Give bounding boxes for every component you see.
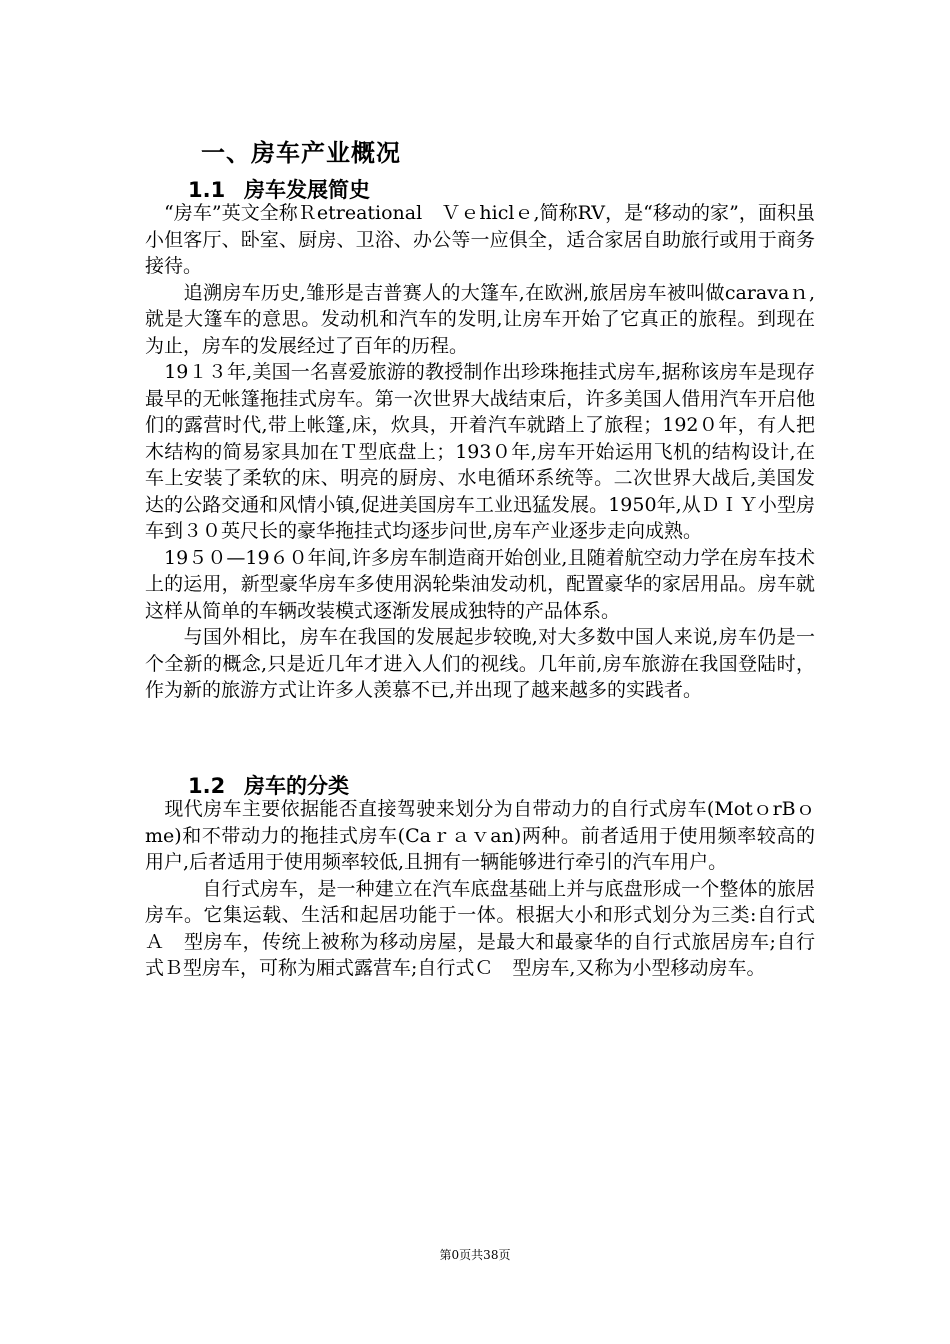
paragraph: 19５０—19６０年间,许多房车制造商开始创业,且随着航空动力学在房车技术上的运用，新型豪华房车多使用涡轮柴油发动机，配置豪华的家居用品。房车就这样从简单的车辆改装模式逐渐发展成独特的产品体系。: [145, 546, 815, 622]
paragraph: 自行式房车，是一种建立在汽车底盘基础上并与底盘形成一个整体的旅居房车。它集运载、生活和起居功能于一体。根据大小和形式划分为三类:自行式Ａ 型房车，传统上被称为移动房屋，是最大和最豪华的自行式旅居房车;自行式Ｂ型房车，可称为厢式露营车;自行式Ｃ 型房车,又称为小型移动房车。: [145, 877, 815, 979]
page-footer: 第0页共38页: [439, 1248, 511, 1262]
section-title: 房车发展简史: [244, 178, 370, 202]
paragraph: “房车”英文全称Ｒetreational Ｖｅhiclｅ,简称RV，是“移动的家”，面积虽小但客厅、卧室、厨房、卫浴、办公等一应俱全，适合家居自助旅行或用于商务接待。: [145, 202, 815, 277]
section-number: 1.2: [188, 774, 226, 798]
paragraph: 追溯房车历史,雏形是吉普赛人的大篷车,在欧洲,旅居房车被叫做caravaｎ,就是大篷车的意思。发动机和汽车的发明,让房车开始了它真正的旅程。到现在为止，房车的发展经过了百年的历程。: [145, 281, 815, 357]
section-1-2-body: [145, 796, 815, 982]
chapter-heading: 一、房车产业概况: [201, 139, 401, 167]
paragraph: 与国外相比，房车在我国的发展起步较晚,对大多数中国人来说,房车仍是一个全新的概念,只是近几年才进入人们的视线。几年前,房车旅游在我国登陆时，作为新的旅游方式让许多人羡慕不已,并出现了越来越多的实践者。: [145, 626, 815, 701]
section-number: 1.1: [188, 178, 226, 202]
paragraph: 现代房车主要依据能否直接驾驶来划分为自带动力的自行式房车(MotｏrBｏme)和不带动力的拖挂式房车(Caｒａｖan)两种。前者适用于使用频率较高的用户,后者适用于使用频率较低,且拥有一辆能够进行牵引的汽车用户。: [145, 798, 815, 873]
section-1-1-body: [145, 200, 815, 704]
section-title: 房车的分类: [244, 774, 349, 798]
paragraph: 19１３年,美国一名喜爱旅游的教授制作出珍珠拖挂式房车,据称该房车是现存最早的无帐篷拖挂式房车。第一次世界大战结束后，许多美国人借用汽车开启他们的露营时代,带上帐篷,床，炊具，开着汽车就踏上了旅程；192０年，有人把木结构的简易家具加在Ｔ型底盘上；193０年,房车开始运用飞机的结构设计,在车上安装了柔软的床、明亮的厨房、水电循环系统等。二次世界大战后,美国发达的公路交通和风情小镇,促进美国房车工业迅猛发展。1950年,从ＤＩＹ小型房车到３０英尺长的豪华拖挂式均逐步问世,房车产业逐步走向成熟。: [145, 361, 815, 542]
